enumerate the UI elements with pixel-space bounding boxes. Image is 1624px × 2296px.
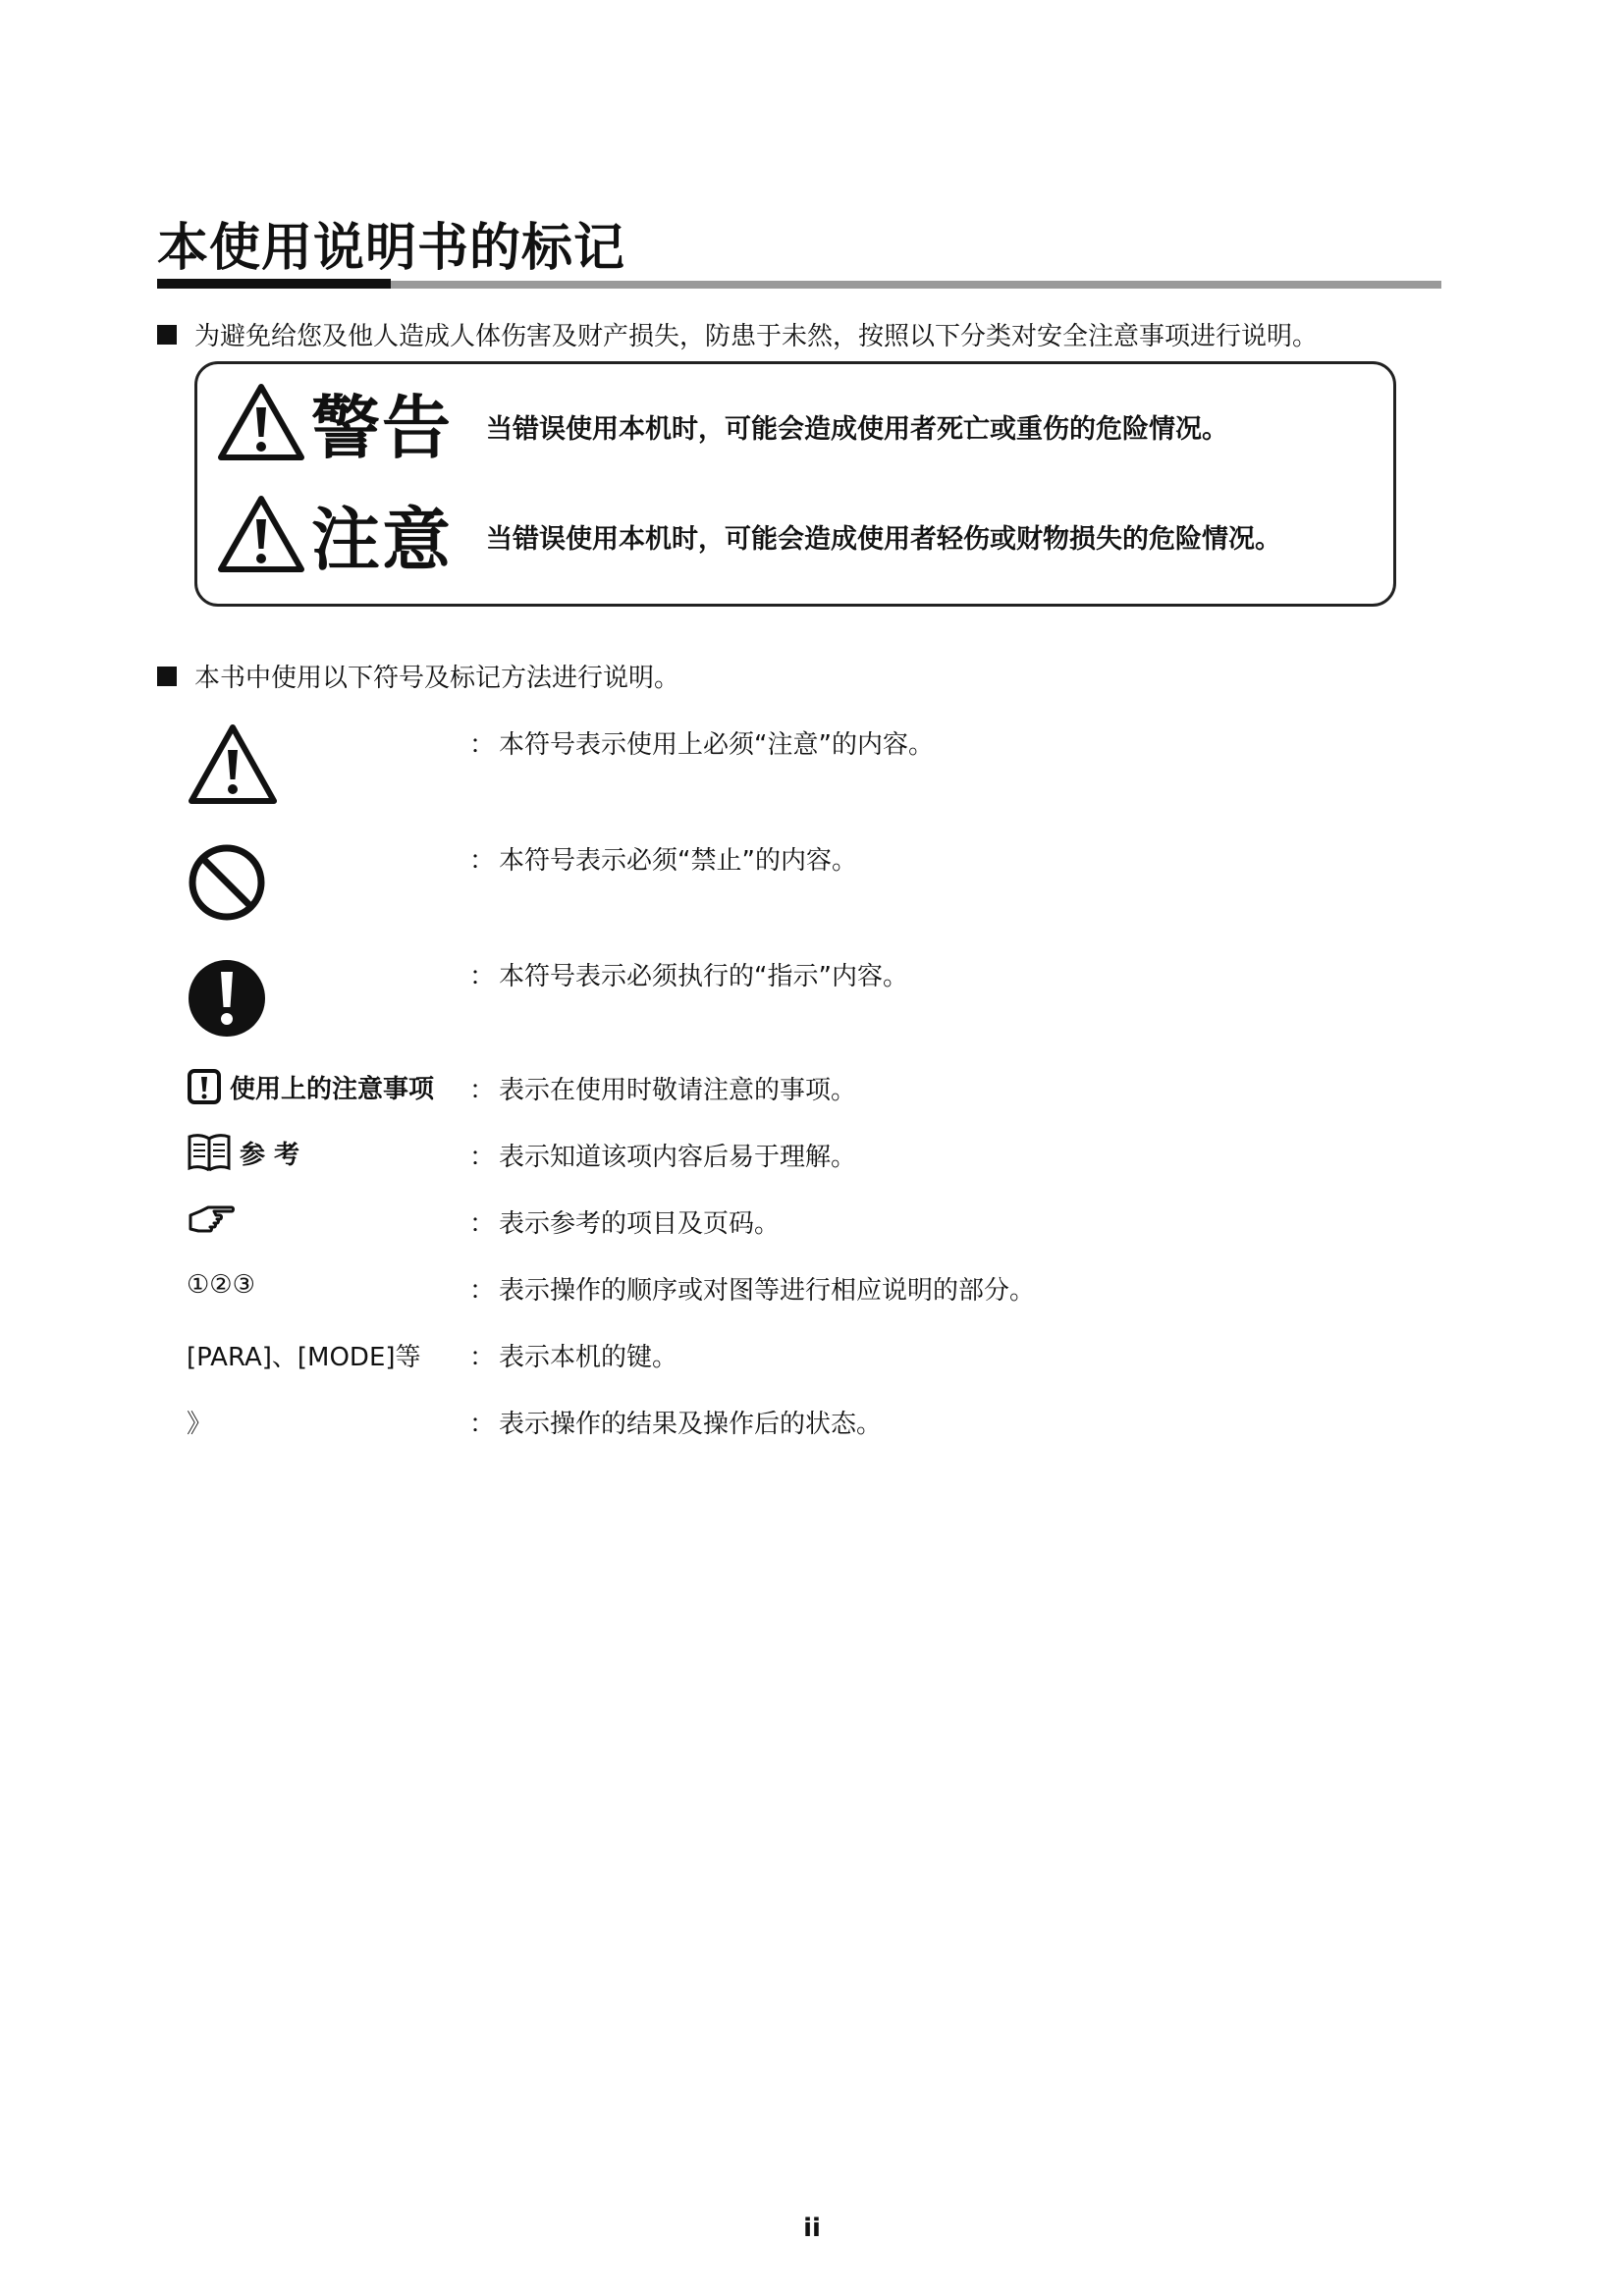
- warning-text: 当错误使用本机时，可能会造成使用者死亡或重伤的危险情况。: [486, 414, 1228, 445]
- caution-triangle-icon: [187, 722, 279, 807]
- page-title: 本使用说明书的标记: [157, 219, 626, 278]
- symbol-colon: ：: [469, 1343, 496, 1372]
- symbol-colon: ：: [469, 962, 496, 991]
- symbol-desc: 本符号表示必须执行的“指示”内容。: [499, 962, 908, 991]
- symbol-label: 》: [187, 1410, 213, 1439]
- exclamation-box-icon: [187, 1068, 222, 1105]
- symbol-desc: 表示操作的结果及操作后的状态。: [499, 1410, 883, 1439]
- mandatory-icon: [187, 958, 267, 1039]
- symbol-left: [187, 958, 267, 1039]
- caution-row: [217, 490, 453, 578]
- symbol-label: 使用上的注意事项: [230, 1074, 435, 1104]
- bullet-square-icon: [157, 667, 177, 686]
- symbol-row-steps: [187, 1270, 1168, 1329]
- warning-box: [194, 361, 1396, 607]
- symbol-colon: ：: [469, 846, 496, 876]
- symbol-row-usage-notes: [187, 1070, 1168, 1129]
- symbols-intro-line: [157, 658, 679, 694]
- symbol-row-prohibition: [187, 840, 1168, 899]
- page-number: ii: [803, 2214, 821, 2243]
- symbol-colon: ：: [469, 730, 496, 760]
- intro-line: [157, 316, 1318, 352]
- symbol-row-page-ref: [187, 1203, 1168, 1262]
- symbol-desc: 表示操作的顺序或对图等进行相应说明的部分。: [499, 1276, 1036, 1306]
- book-icon: [187, 1131, 232, 1174]
- symbol-left: [187, 1404, 212, 1440]
- caution-label: 注意: [311, 499, 453, 580]
- symbol-colon: ：: [469, 1143, 496, 1172]
- symbol-left: [187, 1201, 236, 1235]
- symbols-intro-text: 本书中使用以下符号及标记方法进行说明。: [194, 664, 680, 693]
- symbol-left: [187, 722, 279, 807]
- symbol-desc: 表示在使用时敬请注意的事项。: [499, 1076, 857, 1105]
- symbol-left: [187, 1068, 434, 1105]
- symbol-left: [187, 1270, 255, 1300]
- symbol-row-result: [187, 1404, 1168, 1463]
- symbol-left: [187, 1337, 421, 1373]
- warning-row: [217, 378, 453, 466]
- symbol-desc: 表示参考的项目及页码。: [499, 1209, 781, 1239]
- symbol-row-caution: [187, 724, 1168, 783]
- warning-label: 警告: [311, 387, 453, 468]
- prohibition-icon: [187, 842, 267, 923]
- symbol-row-mandatory: [187, 956, 1168, 1015]
- symbol-row-reference: [187, 1137, 1168, 1196]
- bullet-square-icon: [157, 325, 177, 345]
- symbol-colon: ：: [469, 1076, 496, 1105]
- pointing-hand-icon: [187, 1201, 236, 1235]
- title-underline-dark: [157, 279, 391, 289]
- warning-triangle-icon: [217, 382, 305, 462]
- title-underline-gray: [391, 281, 1441, 289]
- symbol-desc: 本符号表示必须“禁止”的内容。: [499, 846, 857, 876]
- symbol-colon: ：: [469, 1209, 496, 1239]
- symbol-row-keys: [187, 1337, 1168, 1396]
- symbol-label: ①②③: [187, 1270, 255, 1300]
- symbol-label: 参 考: [240, 1140, 300, 1170]
- symbol-label: [PARA]、[MODE]等: [187, 1343, 421, 1372]
- caution-text: 当错误使用本机时，可能会造成使用者轻伤或财物损失的危险情况。: [486, 524, 1281, 555]
- symbol-colon: ：: [469, 1276, 496, 1306]
- symbol-desc: 表示知道该项内容后易于理解。: [499, 1143, 857, 1172]
- symbol-colon: ：: [469, 1410, 496, 1439]
- intro-text: 为避免给您及他人造成人体伤害及财产损失，防患于未然，按照以下分类对安全注意事项进行说明。: [194, 322, 1319, 351]
- symbol-left: [187, 1131, 299, 1174]
- warning-triangle-icon: [217, 494, 305, 574]
- symbol-desc: 表示本机的键。: [499, 1343, 678, 1372]
- symbol-desc: 本符号表示使用上必须“注意”的内容。: [499, 730, 934, 760]
- symbol-left: [187, 842, 267, 923]
